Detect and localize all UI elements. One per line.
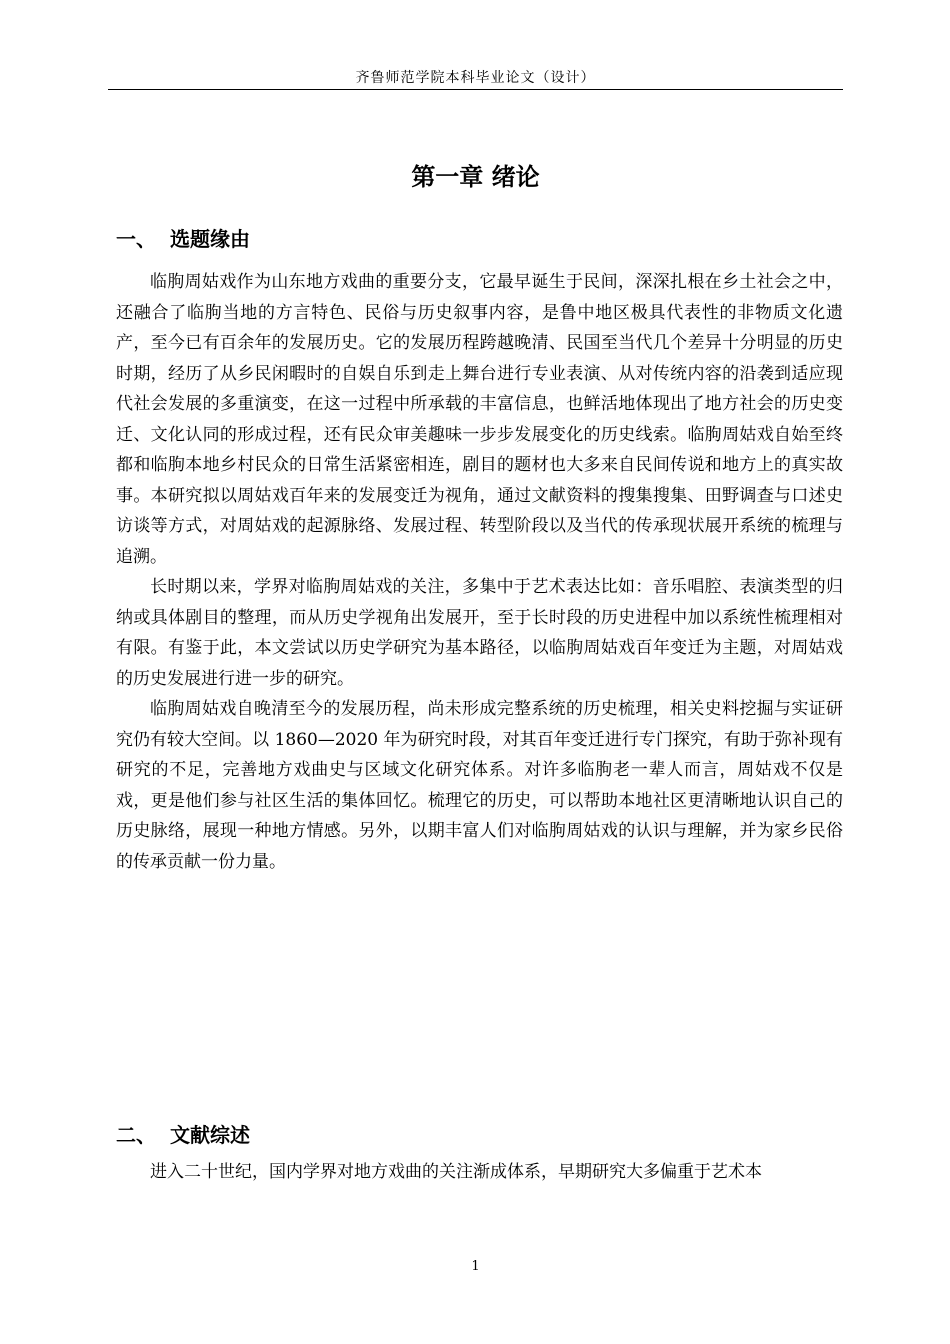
chapter-title: 第一章 绪论: [411, 163, 540, 191]
section-number: 一、: [116, 227, 156, 251]
section-title: 文献综述: [170, 1123, 250, 1147]
section-body-1: [116, 267, 843, 877]
paragraph: 临朐周姑戏自晚清至今的发展历程，尚未形成完整系统的历史梳理，相关史料挖掘与实证研究仍有较大空间。以 1860—2020 年为研究时段，对其百年变迁进行专门探究，有助于弥补现有研究的不足，完善地方戏曲史与区域文化研究体系。对许多临朐老一辈人而言，周姑戏不仅是戏，更是他们参与社区生活的集体回忆。梳理它的历史，可以帮助本地社区更清晰地认识自己的历史脉络，展现一种地方情感。另外，以期丰富人们对临朐周姑戏的认识与理解，并为家乡民俗的传承贡献一份力量。: [116, 699, 843, 872]
paragraph: 临朐周姑戏作为山东地方戏曲的重要分支，它最早诞生于民间，深深扎根在乡土社会之中，还融合了临朐当地的方言特色、民俗与历史叙事内容，是鲁中地区极具代表性的非物质文化遗产，至今已有百余年的发展历史。它的发展历程跨越晚清、民国至当代几个差异十分明显的历史时期，经历了从乡民闲暇时的自娱自乐到走上舞台进行专业表演、从对传统内容的沿袭到适应现代社会发展的多重演变，在这一过程中所承载的丰富信息，也鲜活地体现出了地方社会的历史变迁、文化认同的形成过程，还有民众审美趣味一步步发展变化的历史线索。临朐周姑戏自始至终都和临朐本地乡村民众的日常生活紧密相连，剧目的题材也大多来自民间传说和地方上的真实故事。本研究拟以周姑戏百年来的发展变迁为视角，通过文献资料的搜集搜集、田野调查与口述史访谈等方式，对周姑戏的起源脉络、发展过程、转型阶段以及当代的传承现状展开系统的梳理与追溯。: [116, 272, 843, 567]
section-number: 二、: [116, 1123, 156, 1147]
header-rule: [108, 89, 843, 90]
section-heading-1: [116, 225, 250, 253]
page-number: 1: [471, 1259, 480, 1274]
paragraph: 长时期以来，学界对临朐周姑戏的关注，多集中于艺术表达比如：音乐唱腔、表演类型的归纳或具体剧目的整理，而从历史学视角出发展开，至于长时段的历史进程中加以系统性梳理相对有限。有鉴于此，本文尝试以历史学研究为基本路径，以临朐周姑戏百年变迁为主题，对周姑戏的历史发展进行进一步的研究。: [116, 577, 843, 689]
section-title: 选题缘由: [170, 227, 250, 251]
section-body-2: [116, 1157, 843, 1188]
running-header: 齐鲁师范学院本科毕业论文（设计）: [355, 70, 596, 86]
paragraph: 进入二十世纪，国内学界对地方戏曲的关注渐成体系，早期研究大多偏重于艺术本: [150, 1162, 762, 1182]
section-heading-2: [116, 1121, 250, 1149]
